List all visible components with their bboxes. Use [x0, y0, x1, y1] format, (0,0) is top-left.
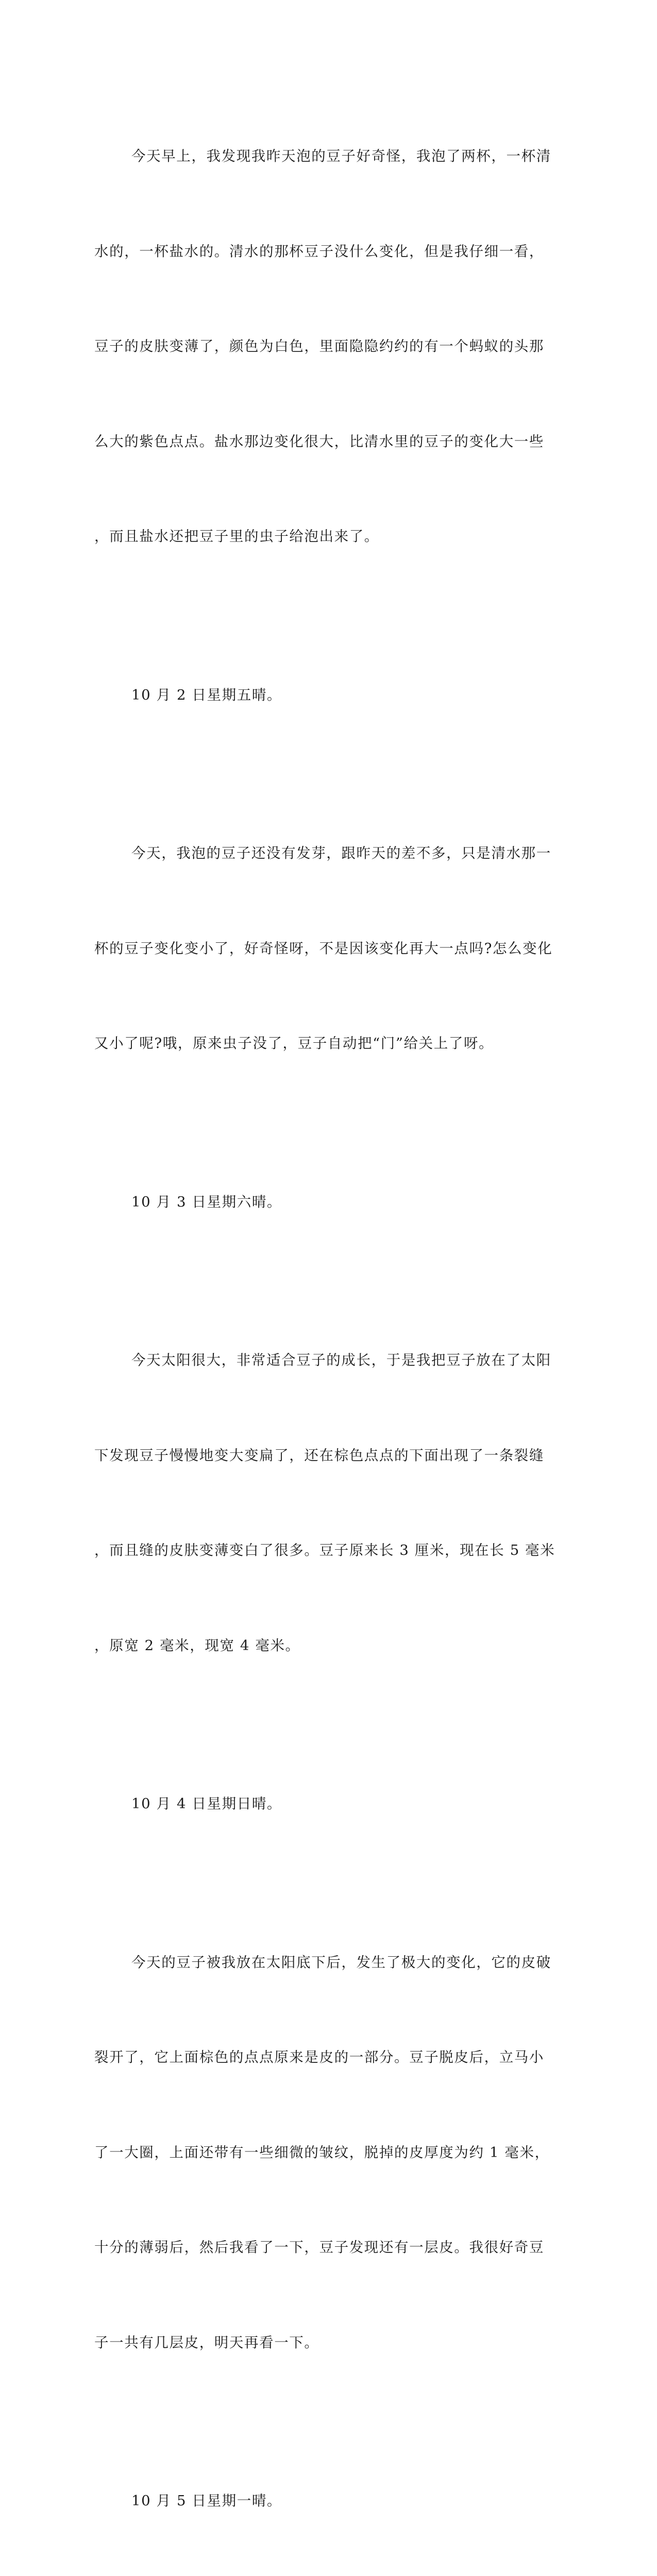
paragraph-oct2-entry [94, 774, 563, 1123]
text-line: 今天早上，我发现我昨天泡的豆子好奇怪，我泡了两杯，一杯清 [131, 148, 551, 164]
date-heading-oct3 [94, 1123, 563, 1282]
text-line: 了一大圈，上面还带有一些细微的皱纹，脱掉的皮厚度为约 1 毫米， [94, 2144, 550, 2161]
document-page [94, 77, 563, 2576]
paragraph-oct3-entry [94, 1281, 563, 1725]
text-line: 么大的紫色点点。盐水那边变化很大，比清水里的豆子的变化大一些 [94, 433, 544, 450]
text-line: 10 月 5 日星期一晴。 [131, 2493, 282, 2509]
text-line: ，原宽 2 毫米，现宽 4 毫米。 [94, 1637, 300, 1654]
text-line: 又小了呢?哦，原来虫子没了，豆子自动把“门”给关上了呀。 [94, 1035, 494, 1052]
date-heading-oct5 [94, 2422, 563, 2576]
text-line: 10 月 3 日星期六晴。 [131, 1193, 282, 1210]
text-line: ，而且盐水还把豆子里的虫子给泡出来了。 [94, 528, 379, 545]
text-line: 十分的薄弱后，然后我看了一下，豆子发现还有一层皮。我很好奇豆 [94, 2239, 544, 2256]
text-line: 子一共有几层皮，明天再看一下。 [94, 2334, 319, 2351]
text-line: 10 月 4 日星期日晴。 [131, 1795, 282, 1812]
paragraph-oct1-entry [94, 77, 563, 616]
text-line: 10 月 2 日星期五晴。 [131, 686, 282, 703]
text-line: 今天，我泡的豆子还没有发芽，跟昨天的差不多，只是清水那一 [131, 845, 551, 861]
text-line: 杯的豆子变化变小了，好奇怪呀，不是因该变化再大一点吗?怎么变化 [94, 940, 553, 957]
text-line: 下发现豆子慢慢地变大变扁了，还在棕色点点的下面出现了一条裂缝 [94, 1447, 544, 1464]
text-line: 今天太阳很大，非常适合豆子的成长，于是我把豆子放在了太阳 [131, 1352, 551, 1368]
date-heading-oct2 [94, 616, 563, 775]
text-line: 水的，一杯盐水的。清水的那杯豆子没什么变化，但是我仔细一看， [94, 243, 544, 260]
paragraph-oct4-entry [94, 1884, 563, 2422]
text-line: 豆子的皮肤变薄了，颜色为白色，里面隐隐约约的有一个蚂蚁的头那 [94, 338, 544, 354]
text-line: 今天的豆子被我放在太阳底下后，发生了极大的变化，它的皮破 [131, 1954, 551, 1971]
date-heading-oct4 [94, 1725, 563, 1884]
text-line: 裂开了，它上面棕色的点点原来是皮的一部分。豆子脱皮后，立马小 [94, 2049, 544, 2065]
text-line: ，而且缝的皮肤变薄变白了很多。豆子原来长 3 厘米，现在长 5 毫米 [94, 1542, 555, 1558]
